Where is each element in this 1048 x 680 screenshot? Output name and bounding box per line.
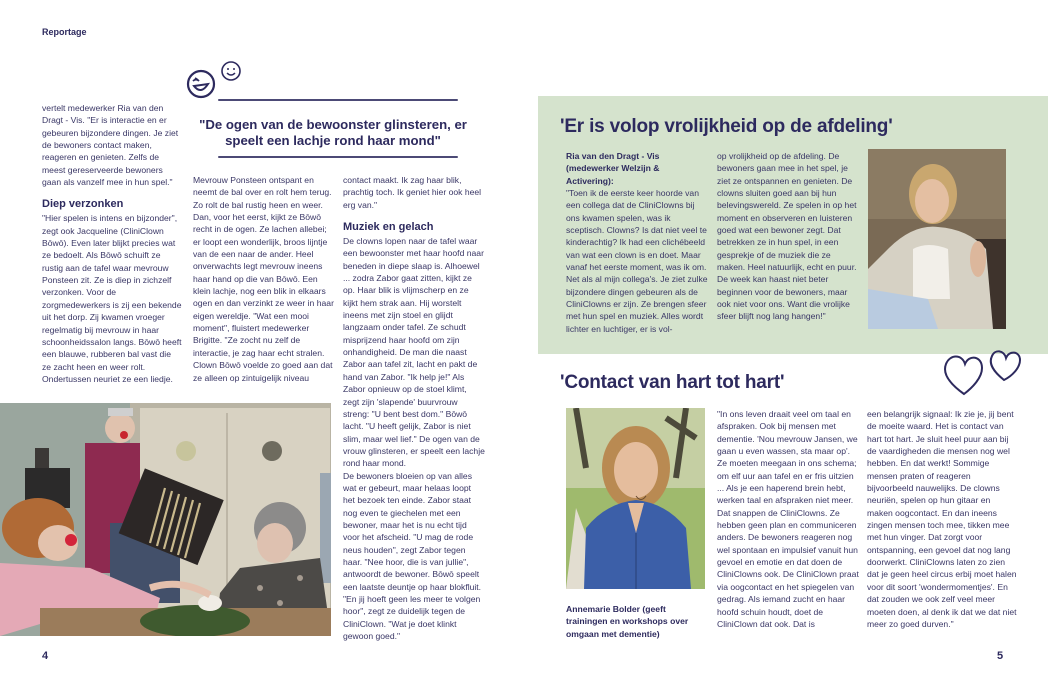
box1-col2-paragraph: op vrolijkheid op de afdeling. De bewoners gaan mee in het spel, je ziet ze ontspannen en genieten. De clowns sluiten goed aan bij hun belevingswereld. Ze spelen in op het moment en observeren en luisteren goed wat een bewoner zegt. Dat betrekken ze in hun spel, in een gesprekje of de muziek die ze maken. Heel natuurlijk, echt en puur. De week kan haast niet beter beginnen voor de bewoners, maar ook niet voor ons. Want die vrolijke sfeer blijft nog lang hangen!" xyxy=(717,151,857,322)
pullquote-rule-bottom xyxy=(218,156,458,158)
page-number-left: 4 xyxy=(42,650,49,662)
box2-col2-paragraph: een belangrijk signaal: Ik zie je, jij bent de moeite waard. Het is contact van hart tot hart. Je sluit heel puur aan bij de vaardigheden die mensen nog wel hebben. En dat werkt! Sommige mensen praten of reageren bijvoorbeeld nauwelijks. De clowns neuriën, spelen op hun gitaar en maken oogcontact. En dan ineens zingen mensen toch mee, tikken mee met hun vinger. Dat zorgt voor ontspanning, een gevoel dat nog lang doorwerkt. CliniClowns laten zo zien dat je geen heel circus erbij moet halen voor dit soort 'wondermomentjes'. En dat zouden we ook zelf veel meer moeten doen, al denk ik dat we dat niet meer zo goed durven." xyxy=(867,409,1017,629)
box1-column-1 xyxy=(566,150,708,335)
box2-column-1 xyxy=(717,408,861,630)
col3-intro-paragraph: contact maakt. Ik zag haar blik, prachtig toch. Ik geniet hier ook heel erg van." xyxy=(343,175,482,210)
box1-lead: Ria van den Dragt - Vis (medewerker Welzijn & Activering): xyxy=(566,151,660,186)
clowns-photo xyxy=(0,403,331,636)
box1-col1-paragraph: "Toen ik de eerste keer hoorde van een collega dat de CliniClowns bij ons kwamen spelen, was ik sceptisch. Clowns? Is dat niet veel te kinderachtig? Ik had een clichébeeld van wat een clown is en doet. Maar vanaf het eerste moment, was ik om. Net als al mijn collega's. Je ziet zulke bijzondere dingen gebeuren als de CliniClowns er zijn. Ze brengen sfeer met hun spel en muziek. Alles wordt lichter en luchtiger, er is vol- xyxy=(566,188,708,334)
pullquote: "De ogen van de bewoonster glinsteren, er speelt een lachje rond haar mond" xyxy=(199,117,467,148)
col1-body-paragraph: "Hier spelen is intens en bijzonder", zegt ook Jacqueline (CliniClown Bōwō). Even later blijkt precies wat ze bedoelt. Als Bōwō schuift ze rustig aan de tafel waar mevrouw Ponsteen zit. Ze is diep in zichzelf verzonken. Voor de zorgmedewerkers is zij een bekende uit het dorp. Zij kwamen vroeger regelmatig bij mevrouw in haar schoonheidssalon langs. Bōwō heeft een blauwe, rubberen bal vast die ze zacht heen en weer rolt. Ondertussen neuriet ze een liedje. xyxy=(42,213,182,384)
subhead-diep-verzonken: Diep verzonken xyxy=(42,198,124,211)
smiley-icon xyxy=(220,60,242,82)
left-column-1 xyxy=(42,102,182,385)
left-column-2 xyxy=(193,174,335,384)
pullquote-rule-top xyxy=(218,99,458,101)
left-column-3 xyxy=(343,174,485,642)
subhead-muziek-en-gelach: Muziek en gelach xyxy=(343,221,434,234)
col2-body-paragraph: Mevrouw Ponsteen ontspant en neemt de bal over en rolt hem terug. Zo rolt de bal rustig heen en weer. Dan, voor het eerst, kijkt ze Bōwō recht in de ogen. Ze lachen allebei; er loopt een wonderlijk, broos lijntje van de een naar de ander. Heel onverwachts legt mevrouw ineens haar hand op die van Bōwō. Een klein lachje, nog een blik in elkaars ogen en dan verzinkt ze weer in haar eigen wereldje. "Wat een mooi moment", fluistert medewerker Brigitte. "Ze zocht nu zelf de interactie, je zag haar echt stralen. Clown Bōwō voelde zo goed aan dat ze alleen op zintuigelijk niveau xyxy=(193,175,334,383)
box1-column-2 xyxy=(717,150,861,323)
annemarie-portrait-photo xyxy=(566,408,705,589)
page-number-right: 5 xyxy=(997,650,1004,662)
box2-title: 'Contact van hart tot hart' xyxy=(560,372,785,393)
col3-body-paragraph: De clowns lopen naar de tafel waar een bewoonster met haar hoofd naar beneden in diepe slaap is. Alhoewel ... zodra Zabor gaat zitten, kijkt ze op. Haar blik is vlijmscherp en ze kijkt hem strak aan. Hij worstelt ineens met zijn stoel en glijdt langzaam onder tafel. Ze schudt misprijzend haar hoofd om zijn onhandigheid. De man die naast Zabor aan tafel zit, lacht en pakt de hand van Zabor. "Ik help je!" Als Zabor opnieuw op de stoel klimt, zegt zijn 'slapende' buurvrouw streng: "U bent best dom." Bōwō lacht. "U heeft gelijk, Zabor is niet slim, maar wel lief." De ogen van de vrouw glinsteren, er speelt een lachje rond haar mond. xyxy=(343,236,485,469)
annemarie-caption: Annemarie Bolder (geeft trainingen en workshops over omgaan met dementie) xyxy=(566,604,689,639)
hearts-icon xyxy=(942,346,1024,398)
section-label: Reportage xyxy=(42,27,87,37)
box2-column-2 xyxy=(867,408,1017,630)
smiley-laughing-icon xyxy=(185,68,217,100)
col3-body-paragraph-2: De bewoners bloeien op van alles wat er gebeurt, maar helaas loopt het bezoek ten einde. Zabor staat nog even te giechelen met een bewoner, maar het is nu echt tijd voor het afscheid. "U mag de rode neus houden", zegt Zabor tegen haar. "Nee hoor, die is van jullie", antwoordt de bewoner. Bōwō speelt een laatste deuntje op haar blokfluit. "En jij hoeft geen les meer te volgen hoor", zegt ze duidelijk tegen de CliniClown. "Wat je doet klinkt gewoon goed." xyxy=(343,470,482,642)
box2-col1-paragraph: "In ons leven draait veel om taal en afspraken. Ook bij mensen met dementie. 'Nou mevrouw Jansen, we gaan u even wassen, sta maar op'. Ze moeten meegaan in ons schema; om elf uur aan tafel en er fris uitzien ... Als je een haperend brein hebt, werken taal en afspraken niet meer. Dat snappen de CliniClowns. Ze hebben geen plan en communiceren anders. De bewoners reageren nog wel spontaan en impulsief vanuit hun gevoel en emotie en dat doen de CliniClowns ook. De CliniClown praat via oogcontact en het spiegelen van gedrag. Als iemand zucht en haar hoofd schuin houdt, doet de CliniClown dat ook. Dat is xyxy=(717,409,859,629)
box1-title: 'Er is volop vrolijkheid op de afdeling' xyxy=(560,116,893,137)
ria-portrait-photo xyxy=(868,149,1006,329)
col1-intro-paragraph: vertelt medewerker Ria van den Dragt - Vis. "Er is interactie en er gebeuren bijzondere dingen. Je ziet de bewoners contact maken, reageren en genieten. Zelfs de meest gereserveerde bewoners gaan als vanzelf mee in hun spel." xyxy=(42,103,179,188)
